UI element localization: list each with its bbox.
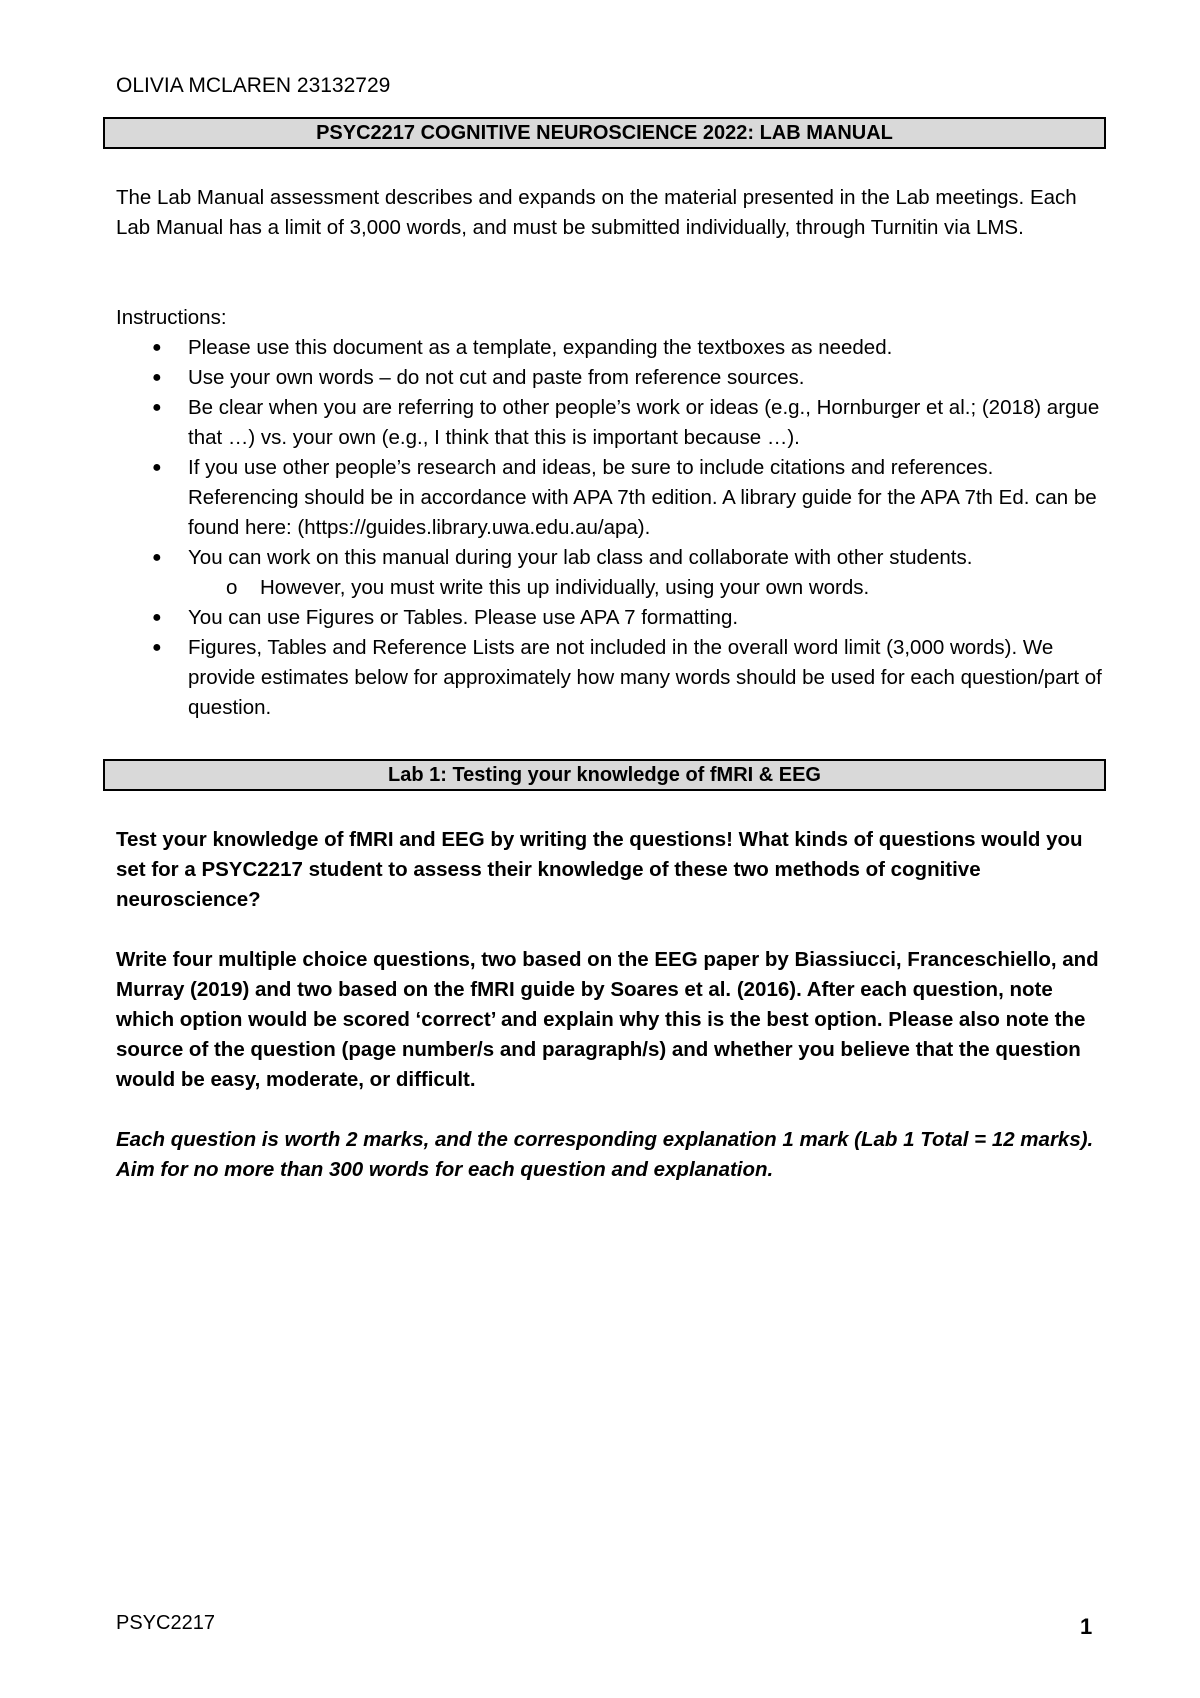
instructions-label: Instructions: <box>116 306 227 329</box>
lab1-title: Lab 1: Testing your knowledge of fMRI & EEG <box>388 763 821 786</box>
bullet-icon: ● <box>152 549 162 566</box>
list-item-text: You can work on this manual during your lab class and collaborate with other students. <box>188 546 973 569</box>
page-number: 1 <box>1080 1614 1093 1639</box>
list-item-text: Figures, Tables and Reference Lists are not included in the overall word limit (3,000 words). We provide estimates below for approximately how many words should be used for each question/part of question. <box>188 636 1102 719</box>
list-item <box>116 393 1106 453</box>
list-item <box>116 333 1106 363</box>
list-item <box>116 363 1106 393</box>
footer-course: PSYC2217 <box>116 1612 215 1634</box>
instructions-list <box>116 333 1106 723</box>
list-item-text: Use your own words – do not cut and paste from reference sources. <box>188 366 805 389</box>
list-item <box>116 543 1106 603</box>
bullet-icon: ● <box>152 459 162 476</box>
bullet-icon: ● <box>152 369 162 386</box>
bullet-icon: ● <box>152 399 162 416</box>
sub-list-item-text: However, you must write this up individually, using your own words. <box>260 576 870 599</box>
list-item-text: Please use this document as a template, expanding the textboxes as needed. <box>188 336 893 359</box>
lab1-title-box <box>103 759 1106 791</box>
student-name-header: OLIVIA MCLAREN 23132729 <box>116 74 391 97</box>
list-item-text: You can use Figures or Tables. Please use APA 7 formatting. <box>188 606 739 629</box>
manual-title: PSYC2217 COGNITIVE NEUROSCIENCE 2022: LAB MANUAL <box>316 121 893 144</box>
manual-title-box <box>103 117 1106 149</box>
bullet-icon: ● <box>152 639 162 656</box>
intro-paragraph: The Lab Manual assessment describes and expands on the material presented in the Lab meetings. Each Lab Manual has a limit of 3,000 words, and must be submitted individually, through Turnitin via LMS. <box>116 186 1077 239</box>
list-item <box>116 603 1106 633</box>
bullet-icon: ● <box>152 339 162 356</box>
lab1-marks-note: Each question is worth 2 marks, and the corresponding explanation 1 mark (Lab 1 Total = 12 marks). Aim for no more than 300 words for each question and explanation. <box>116 1128 1094 1181</box>
list-item-text: If you use other people’s research and ideas, be sure to include citations and references. Referencing should be in accordance with APA 7th edition. A library guide for the APA 7th Ed. can be found here: (https://guides.library.uwa.edu.au/apa). <box>188 456 1097 539</box>
lab1-question-intro: Test your knowledge of fMRI and EEG by writing the questions! What kinds of questions would you set for a PSYC2217 student to assess their knowledge of these two methods of cognitive neuroscience? <box>116 828 1083 911</box>
bullet-icon: ● <box>152 609 162 626</box>
sub-list <box>188 573 1106 603</box>
sub-list-item <box>188 573 1106 603</box>
list-item <box>116 633 1106 723</box>
sub-bullet-icon: o <box>226 576 238 599</box>
list-item <box>116 453 1106 543</box>
lab1-task: Write four multiple choice questions, two based on the EEG paper by Biassiucci, Franceschiello, and Murray (2019) and two based on the fMRI guide by Soares et al. (2016). After each question, note which option would be scored ‘correct’ and explain why this is the best option. Please also note the source of the question (page number/s and paragraph/s) and whether you believe that the question would be easy, moderate, or difficult. <box>116 948 1099 1091</box>
list-item-text: Be clear when you are referring to other people’s work or ideas (e.g., Hornburger et al.; (2018) argue that …) vs. your own (e.g., I think that this is important because …). <box>188 396 1100 449</box>
